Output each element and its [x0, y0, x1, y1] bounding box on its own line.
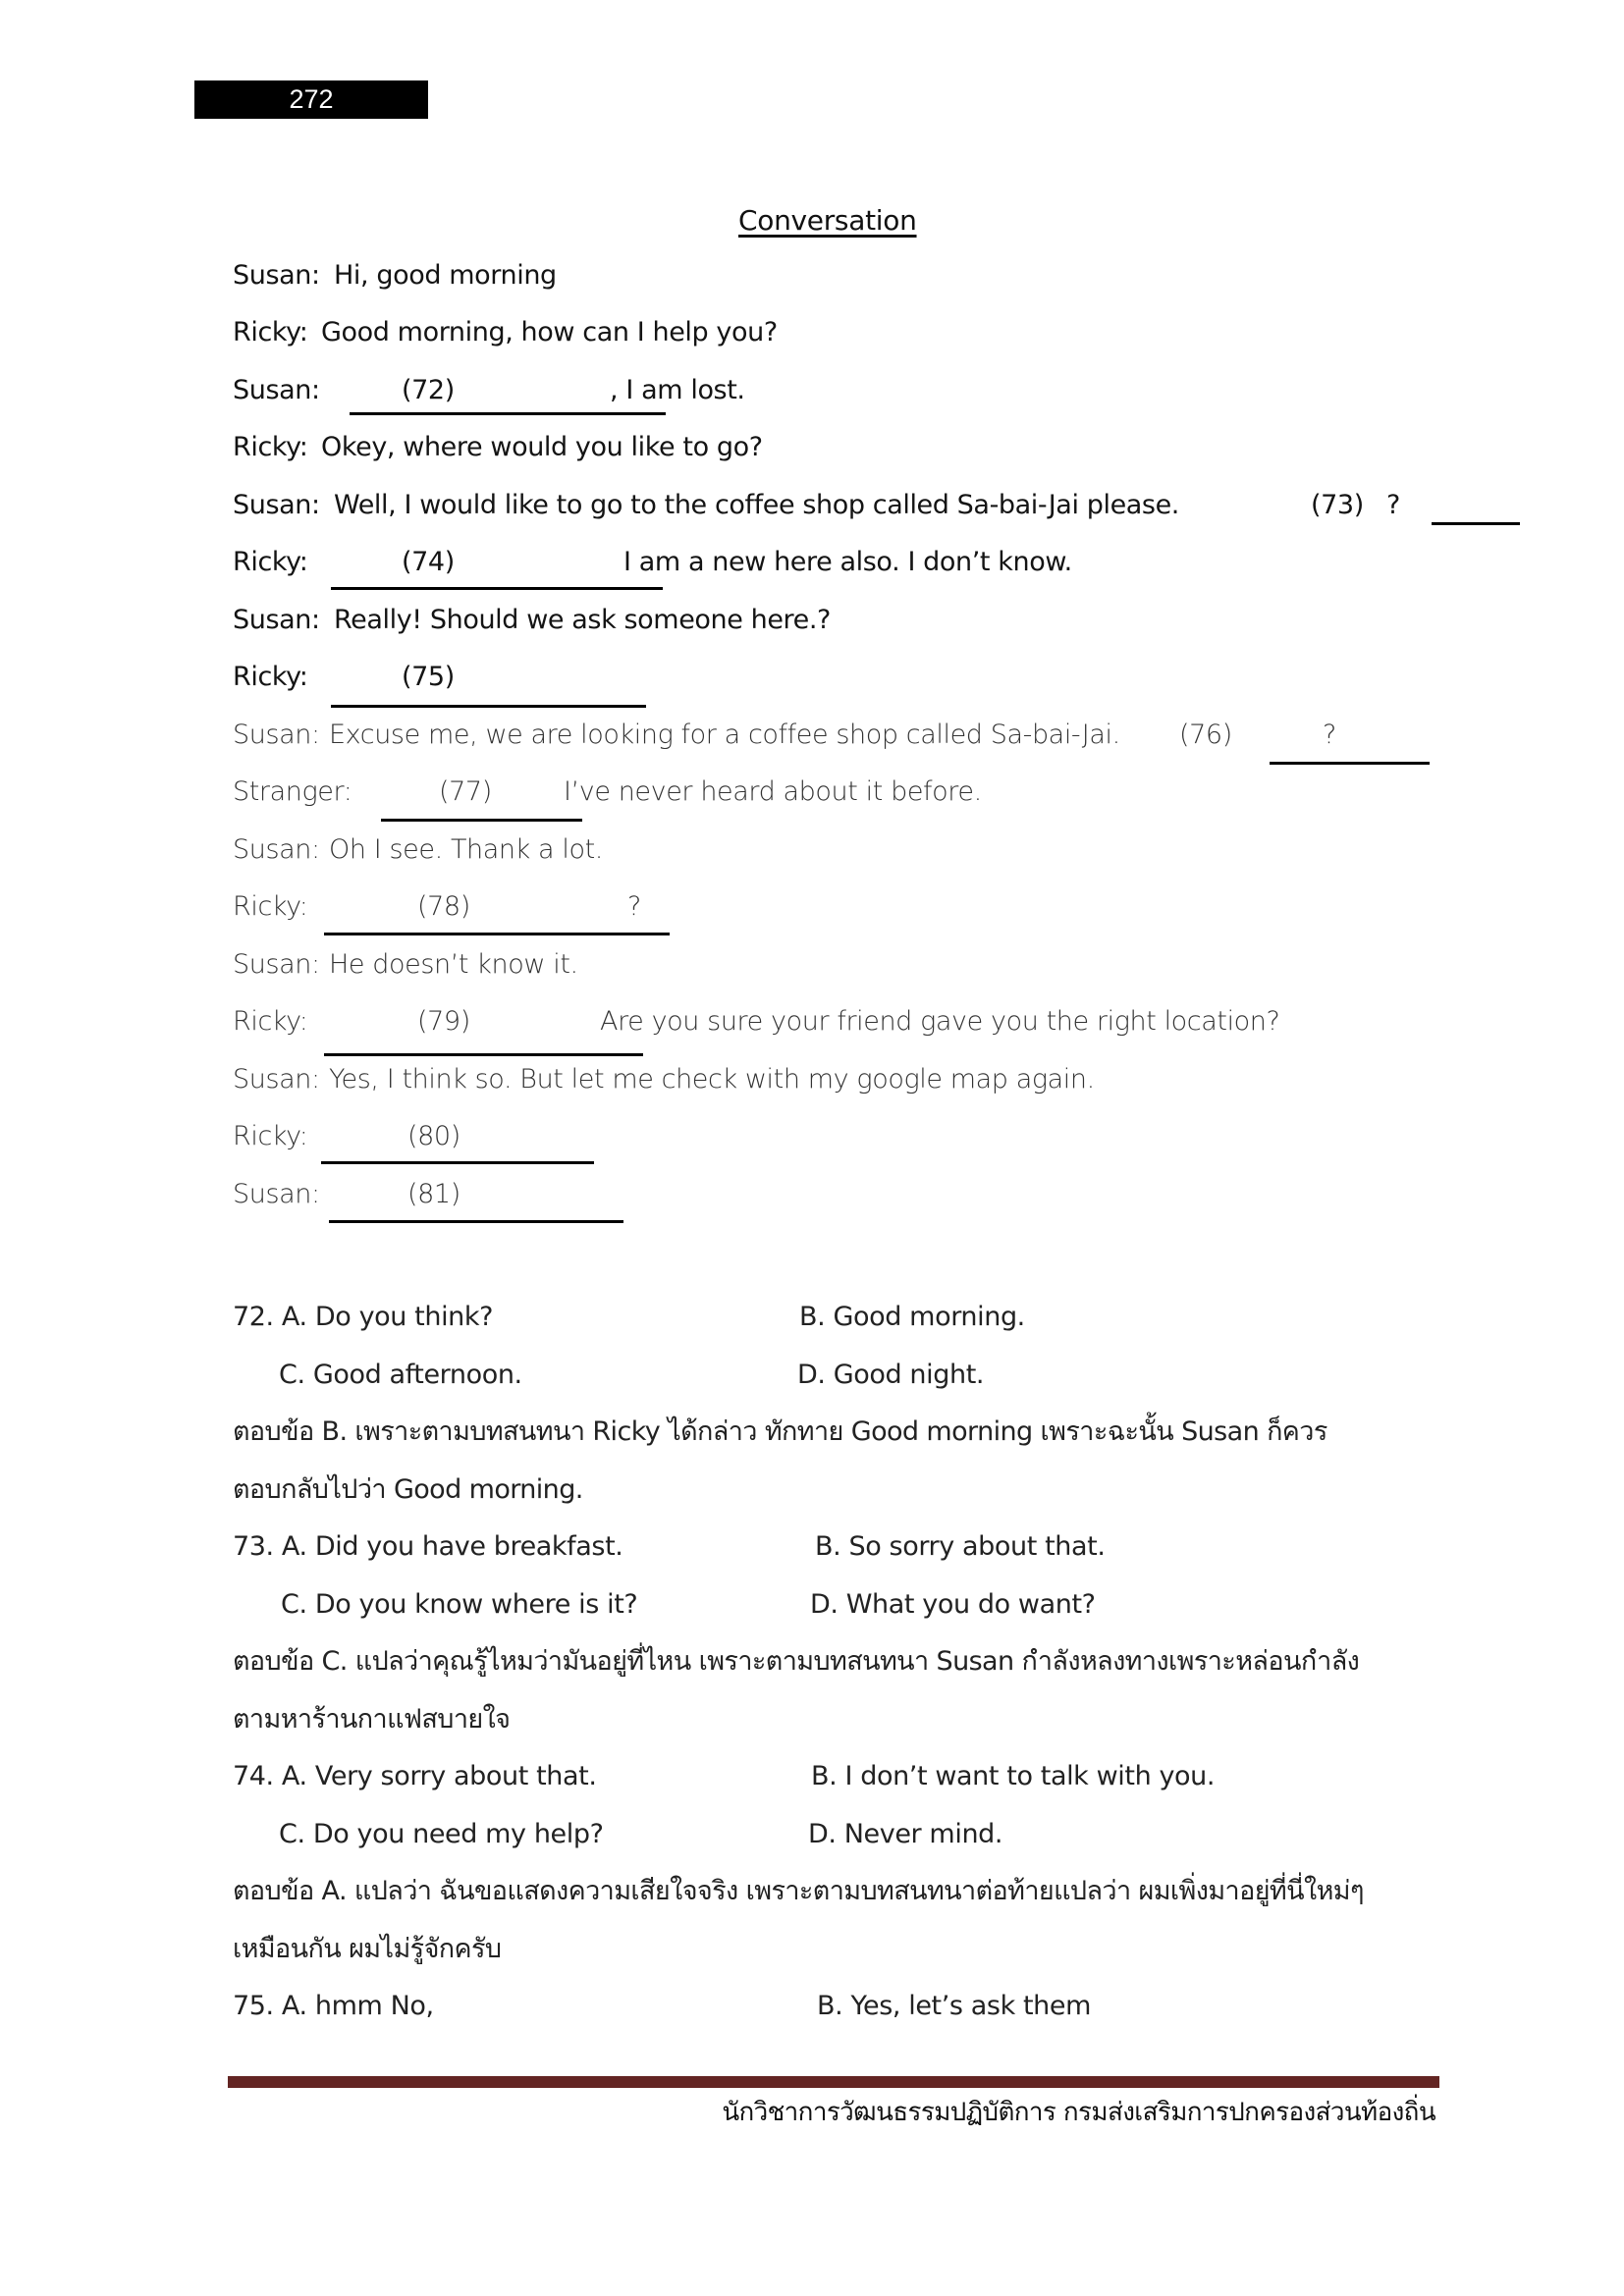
answer-blank-81: [329, 1220, 623, 1223]
blank-label: (79): [417, 1006, 470, 1037]
answer-blank-77: [381, 819, 582, 822]
blank-label: (72): [402, 375, 455, 405]
line-text: ?: [1323, 720, 1336, 750]
line-text: Oh I see. Thank a lot.: [329, 834, 603, 865]
speaker: Ricky:: [233, 1121, 308, 1151]
speaker: Susan:: [233, 375, 320, 405]
blank-label: (73): [1311, 490, 1364, 520]
blank-label: (78): [417, 891, 470, 922]
answer-blank-75: [331, 705, 646, 708]
answer-blank-78: [324, 933, 670, 935]
explanation-74: เหมือนกัน ผมไม่รู้จักครับ: [233, 1934, 502, 1964]
speaker: Ricky:: [233, 547, 308, 577]
answer-blank-80: [321, 1161, 594, 1164]
speaker: Ricky:: [233, 1006, 308, 1037]
blank-label: (76): [1179, 720, 1232, 750]
speaker: Ricky:: [233, 432, 308, 462]
blank-label: (75): [402, 662, 455, 692]
choice-73-b: B. So sorry about that.: [815, 1531, 1106, 1562]
line-text: Well, I would like to go to the coffee shop called Sa-bai-Jai please.: [334, 490, 1179, 520]
speaker: Susan:: [233, 834, 320, 865]
answer-blank-73: [1432, 522, 1520, 525]
speaker: Susan:: [233, 490, 320, 520]
blank-label: (74): [402, 547, 455, 577]
speaker: Susan:: [233, 949, 320, 980]
page-title: Conversation: [738, 204, 917, 237]
explanation-73: ตามหาร้านกาแฟสบายใจ: [233, 1704, 511, 1735]
line-text: , I am lost.: [610, 375, 745, 405]
blank-label: (80): [407, 1121, 460, 1151]
page-number: 272: [194, 80, 428, 119]
line-text: Are you sure your friend gave you the right location?: [600, 1006, 1280, 1037]
line-text: Okey, where would you like to go?: [321, 432, 763, 462]
footer-text: นักวิชาการวัฒนธรรมปฏิบัติการ กรมส่งเสริมการปกครองส่วนท้องถิ่น: [722, 2098, 1435, 2127]
speaker: Susan:: [233, 1064, 320, 1095]
choice-72-b: B. Good morning.: [799, 1302, 1025, 1332]
explanation-74: ตอบข้อ A. แปลว่า ฉันขอแสดงความเสียใจจริง เพราะตามบทสนทนาต่อท้ายแปลว่า ผมเพิ่งมาอยู่ที่นี่ใหม่ๆ: [233, 1876, 1364, 1906]
line-text: ?: [627, 891, 641, 922]
line-text: Yes, I think so. But let me check with my google map again.: [329, 1064, 1095, 1095]
line-text: Good morning, how can I help you?: [321, 317, 778, 347]
footer-divider: [228, 2076, 1439, 2088]
explanation-72: ตอบกลับไปว่า Good morning.: [233, 1474, 583, 1505]
blank-label: (81): [407, 1179, 460, 1209]
line-text: Hi, good morning: [334, 260, 557, 291]
answer-blank-72: [350, 412, 666, 415]
line-text: Really! Should we ask someone here.?: [334, 605, 831, 635]
speaker: Susan:: [233, 720, 320, 750]
line-text: ?: [1386, 490, 1400, 520]
line-text: He doesn’t know it.: [329, 949, 578, 980]
speaker: Susan:: [233, 1179, 320, 1209]
blank-label: (77): [439, 776, 492, 807]
choice-75-a: 75. A. hmm No,: [233, 1991, 434, 2021]
speaker: Susan:: [233, 260, 320, 291]
speaker: Ricky:: [233, 662, 308, 692]
choice-74-a: 74. A. Very sorry about that.: [233, 1761, 597, 1791]
speaker: Stranger:: [233, 776, 352, 807]
line-text: I’ve never heard about it before.: [564, 776, 982, 807]
choice-75-b: B. Yes, let’s ask them: [817, 1991, 1092, 2021]
choice-73-c: C. Do you know where is it?: [281, 1589, 638, 1620]
choice-72-a: 72. A. Do you think?: [233, 1302, 494, 1332]
line-text: I am a new here also. I don’t know.: [623, 547, 1072, 577]
speaker: Ricky:: [233, 891, 308, 922]
speaker: Ricky:: [233, 317, 308, 347]
choice-74-c: C. Do you need my help?: [279, 1819, 604, 1849]
speaker: Susan:: [233, 605, 320, 635]
choice-74-b: B. I don’t want to talk with you.: [811, 1761, 1216, 1791]
answer-blank-79: [324, 1053, 643, 1056]
answer-blank-74: [331, 587, 663, 590]
choice-72-d: D. Good night.: [797, 1360, 985, 1390]
line-text: Excuse me, we are looking for a coffee shop called Sa-bai-Jai.: [329, 720, 1120, 750]
answer-blank-76: [1270, 762, 1430, 765]
explanation-72: ตอบข้อ B. เพราะตามบทสนทนา Ricky ได้กล่าว ทักทาย Good morning เพราะฉะนั้น Susan ก็ควร: [233, 1416, 1327, 1447]
choice-73-d: D. What you do want?: [810, 1589, 1096, 1620]
explanation-73: ตอบข้อ C. แปลว่าคุณรู้ไหมว่ามันอยู่ที่ไหน เพราะตามบทสนทนา Susan กำลังหลงทางเพราะหล่อนกำลัง: [233, 1646, 1360, 1677]
choice-73-a: 73. A. Did you have breakfast.: [233, 1531, 623, 1562]
choice-72-c: C. Good afternoon.: [279, 1360, 522, 1390]
choice-74-d: D. Never mind.: [808, 1819, 1003, 1849]
